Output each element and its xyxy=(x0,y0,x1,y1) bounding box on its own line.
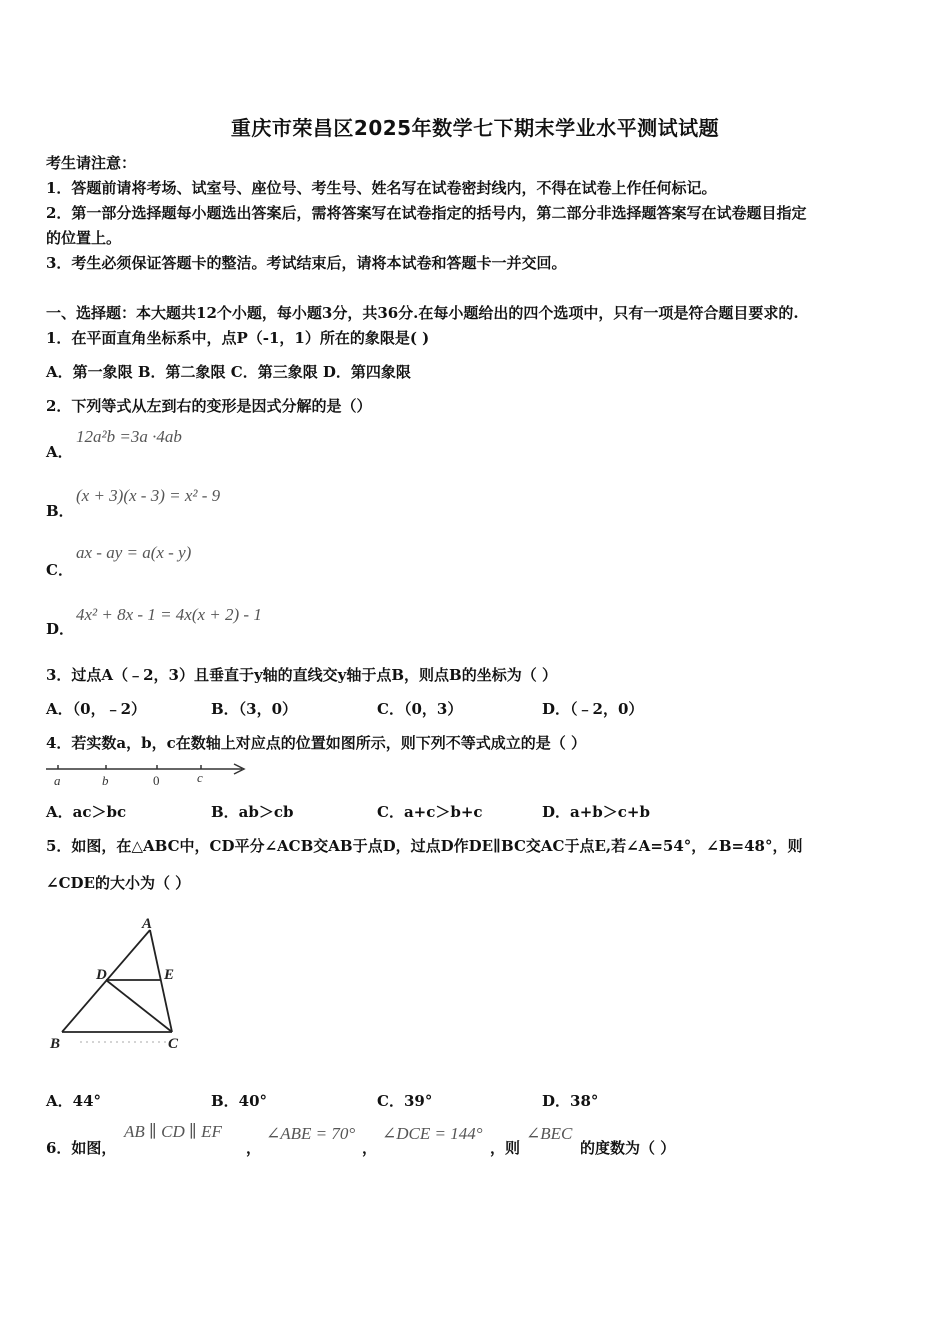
q6-mid: ，则 xyxy=(490,1139,521,1157)
q2-option-c-label: C． xyxy=(46,561,73,579)
q6-math-angle-bec: ∠BEC xyxy=(526,1124,573,1143)
notice-line-1: 1．答题前请将考场、试室号、座位号、考生号、姓名写在试卷密封线内，不得在试卷上作任何标记。 xyxy=(46,179,717,197)
q4-option-a: A．ac＞bc xyxy=(46,803,127,821)
triangle-figure xyxy=(40,912,210,1057)
axis-label-a: a xyxy=(54,773,61,788)
axis-label-0: 0 xyxy=(153,773,160,788)
q5-option-d: D．38° xyxy=(542,1092,599,1110)
q5-option-b: B．40° xyxy=(211,1092,268,1110)
q3-option-b: B．（3，0） xyxy=(211,700,298,718)
q1-stem: 1．在平面直角坐标系中，点P（-1，1）所在的象限是( ) xyxy=(46,329,430,347)
q4-option-b: B．ab＞cb xyxy=(211,803,294,821)
label-d: D xyxy=(96,967,107,983)
q1-options: A．第一象限 B．第二象限 C．第三象限 D．第四象限 xyxy=(46,363,411,381)
q6-prefix: 6．如图， xyxy=(46,1139,117,1157)
label-e: E xyxy=(164,967,175,983)
q5-option-a: A．44° xyxy=(46,1092,102,1110)
number-line-figure xyxy=(44,758,254,790)
q2-option-b-label: B． xyxy=(46,502,74,520)
q5-stem-2: ∠CDE的大小为（ ） xyxy=(46,874,191,892)
q5-stem-1: 5．如图，在△ABC中，CD平分∠ACB交AB于点D，过点D作DE∥BC交AC于点E,若∠A=54°，∠B=48°，则 xyxy=(46,837,803,855)
notice-line-2b: 的位置上。 xyxy=(46,229,122,247)
q6-math-angle-abe: ∠ABE = 70° xyxy=(266,1124,356,1143)
axis-label-c: c xyxy=(197,770,203,785)
q2-option-b-math: (x + 3)(x - 3) = x² - 9 xyxy=(76,486,221,505)
label-c: C xyxy=(168,1036,179,1052)
q4-stem: 4．若实数a，b，c在数轴上对应点的位置如图所示，则下列不等式成立的是（ ） xyxy=(46,734,587,752)
q6-math-angle-dce: ∠DCE = 144° xyxy=(382,1124,483,1143)
label-a: A xyxy=(142,916,153,932)
notice-line-3: 3．考生必须保证答题卡的整洁。考试结束后，请将本试卷和答题卡一并交回。 xyxy=(46,254,567,272)
label-b: B xyxy=(50,1036,61,1052)
q5-option-c: C．39° xyxy=(377,1092,433,1110)
notice-line-2a: 2．第一部分选择题每小题选出答案后，需将答案写在试卷指定的括号内，第二部分非选择题答案写在试卷题目指定 xyxy=(46,204,807,222)
q3-stem: 3．过点A（﹣2，3）且垂直于y轴的直线交y轴于点B，则点B的坐标为（ ） xyxy=(46,666,557,684)
q6-sep-1: ， xyxy=(246,1139,262,1157)
q6-sep-2: ， xyxy=(362,1139,378,1157)
q2-option-a-label: A． xyxy=(46,443,73,461)
q2-stem: 2．下列等式从左到右的变形是因式分解的是（） xyxy=(46,397,372,415)
axis-label-b: b xyxy=(102,773,109,788)
q6-suffix: 的度数为（ ） xyxy=(580,1139,676,1157)
q3-option-a: A．（0，﹣2） xyxy=(46,700,147,718)
q4-option-d: D．a+b＞c+b xyxy=(542,803,650,821)
notice-heading: 考生请注意： xyxy=(46,154,137,172)
q2-option-a-math: 12a²b =3a ·4ab xyxy=(76,427,182,446)
q6-math-parallel: AB ∥ CD ∥ EF xyxy=(124,1122,222,1141)
q3-option-c: C．（0，3） xyxy=(377,700,463,718)
q3-option-d: D．（﹣2，0） xyxy=(542,700,644,718)
q2-option-d-math: 4x² + 8x - 1 = 4x(x + 2) - 1 xyxy=(76,605,262,624)
q2-option-c-math: ax - ay = a(x - y) xyxy=(76,543,192,562)
q2-option-d-label: D． xyxy=(46,620,75,638)
section-heading: 一、选择题：本大题共12个小题，每小题3分，共36分.在每小题给出的四个选项中，只有一项是符合题目要求的. xyxy=(46,304,799,322)
q4-option-c: C．a+c＞b+c xyxy=(377,803,483,821)
page-title: 重庆市荣昌区2025年数学七下期末学业水平测试试题 xyxy=(230,116,720,140)
